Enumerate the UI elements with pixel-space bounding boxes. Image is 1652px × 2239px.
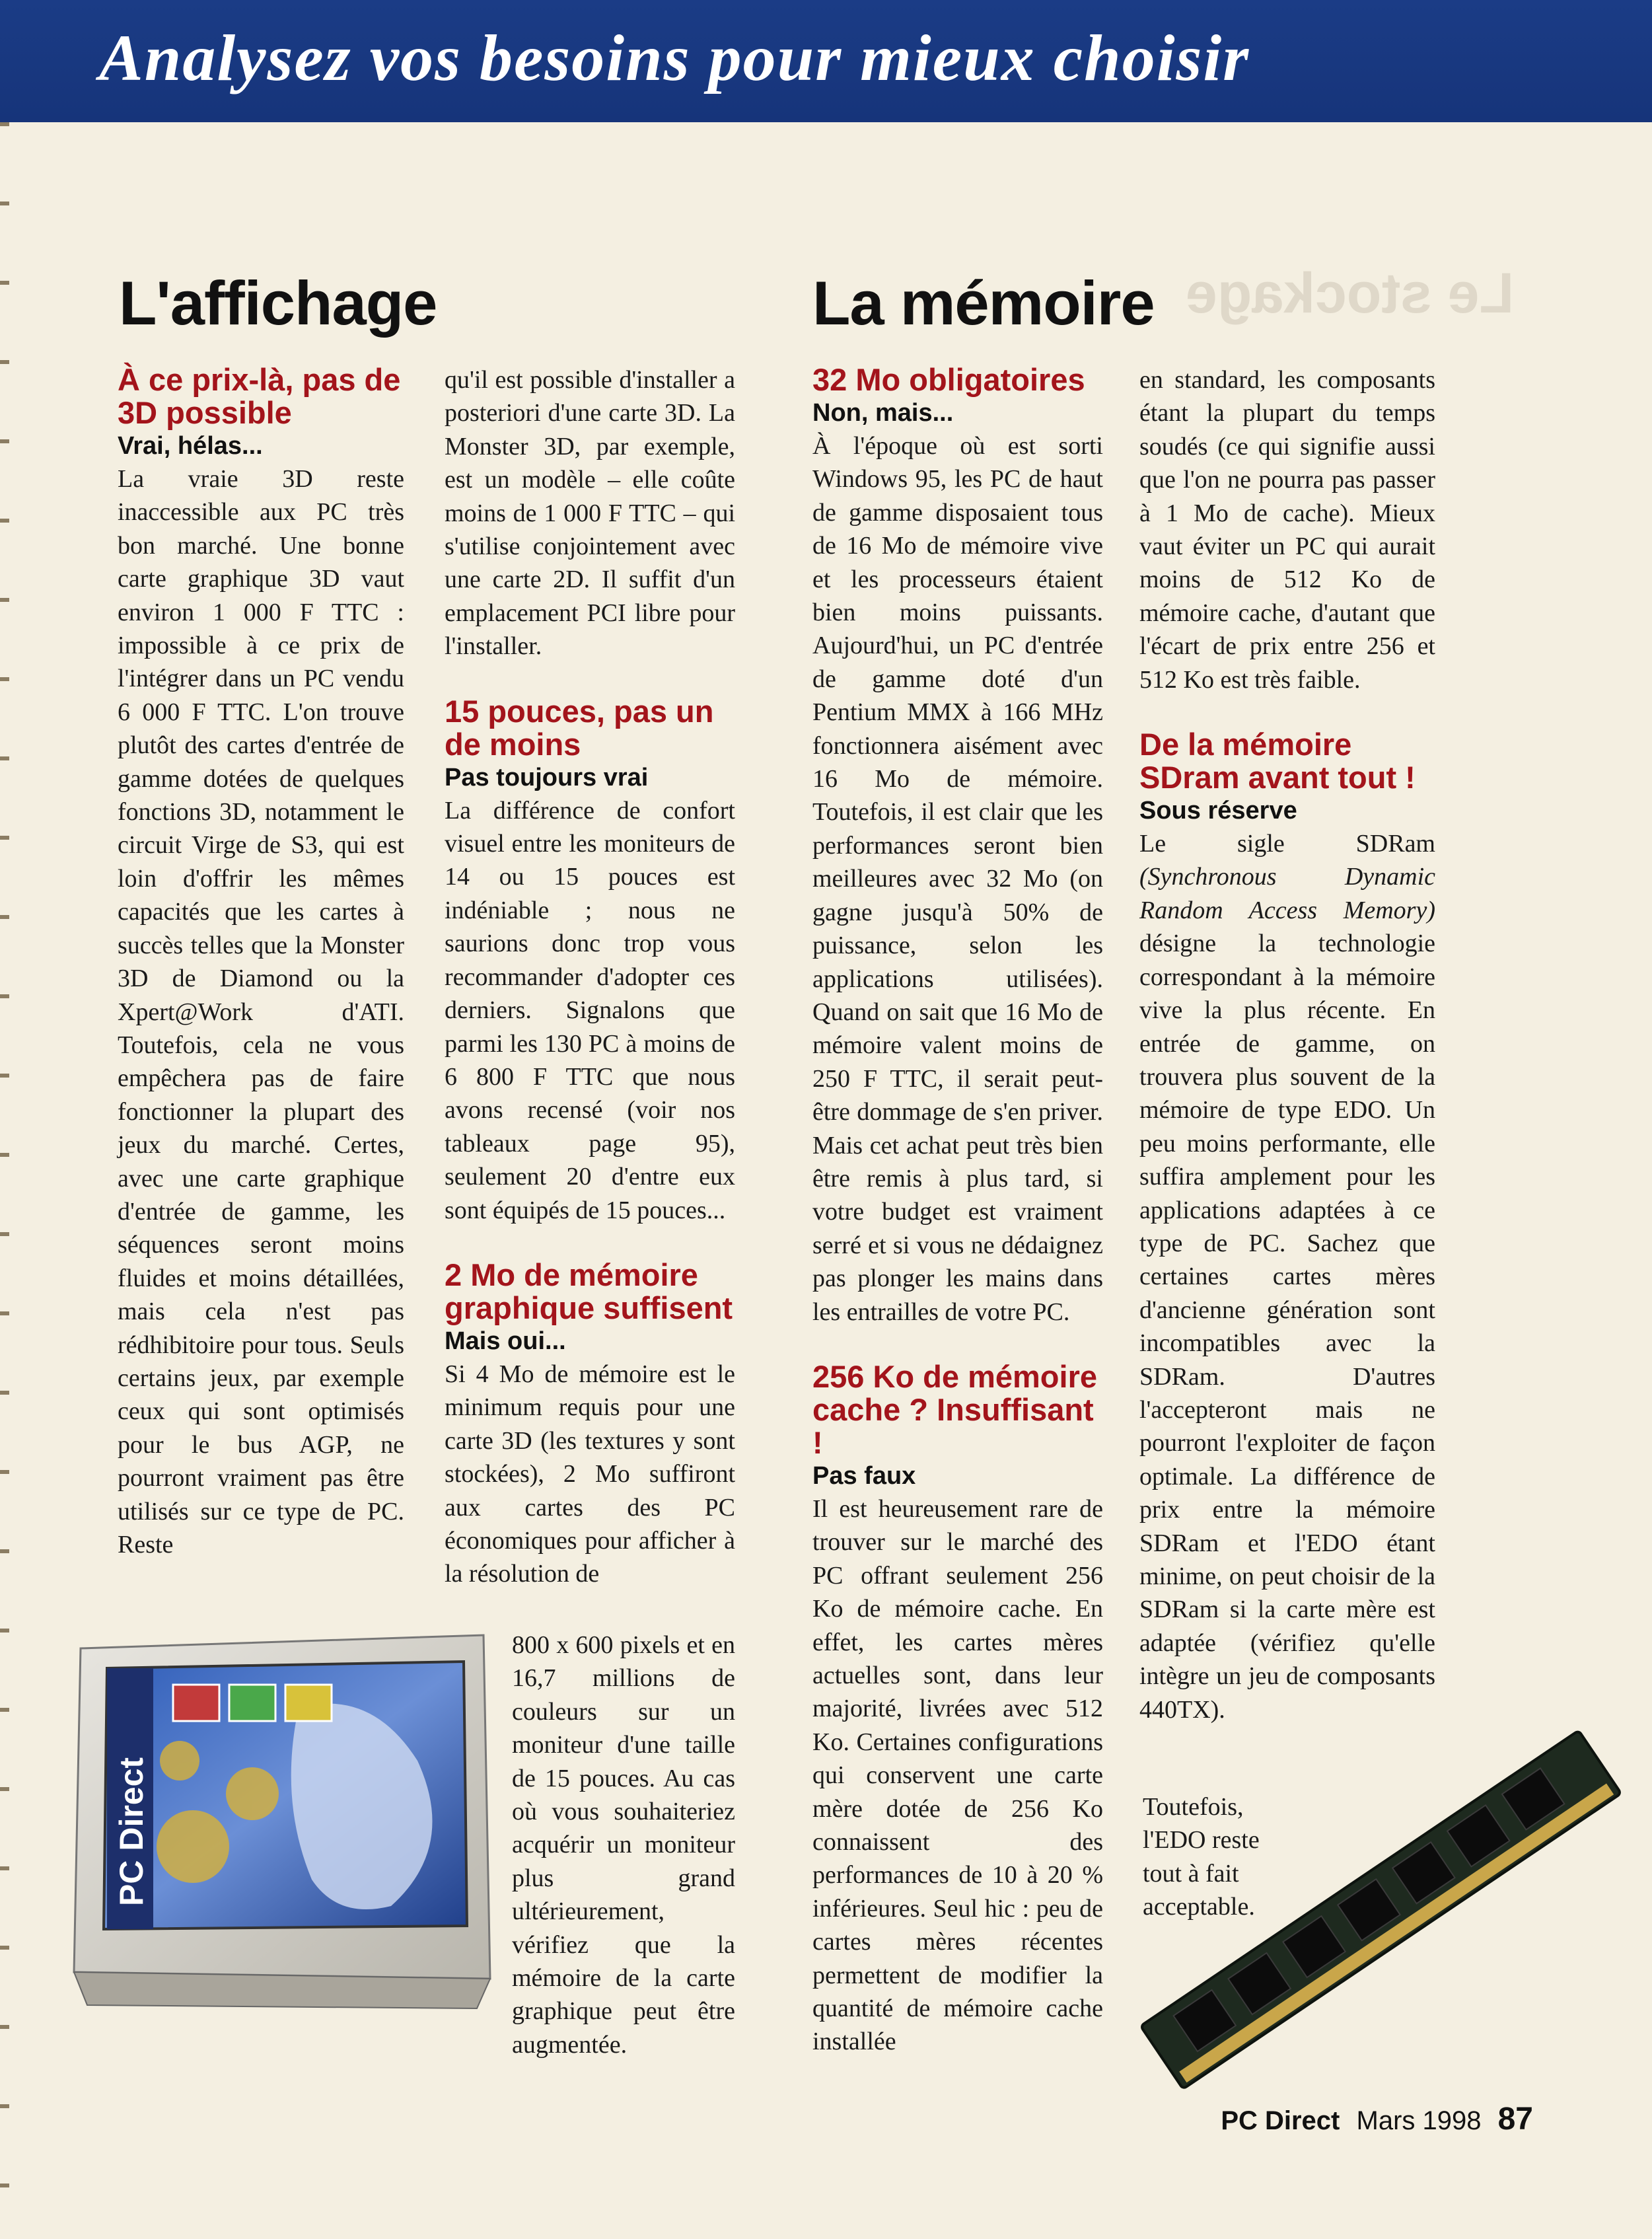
heading-2mo: 2 Mo de mémoire graphique suffisent: [445, 1257, 733, 1325]
subheading-pas-faux: Pas faux: [812, 1461, 916, 1490]
monitor-illustration: [61, 1629, 497, 2018]
heading-3d: À ce prix-là, pas de 3D possible: [118, 362, 401, 430]
monitor-brand-label: PC Direct: [113, 1757, 150, 1906]
paragraph-256ko: Il est heureusement rare de trouver sur le marché des PC offrant seulement 256 Ko de mémoire cache. En effet, les cartes mères actuelles sont, dans leur majorité, livrées avec 512 Ko. Certaines configurations qui conservent une carte mère dotée de 256 Ko connaissent des performances de 10 à 20 % inférieures. Seul hic : peu de cartes mères récentes permettent de modifier la quantité de mémoire cache installée: [812, 1494, 1103, 2056]
sdram-text-a: Le sigle SDRam: [1139, 830, 1435, 858]
section-title-affichage: L'affichage: [119, 268, 437, 338]
heading-32mo: 32 Mo obligatoires: [812, 362, 1085, 397]
paragraph-2mo-b: 800 x 600 pixels et en 16,7 millions de couleurs sur un moniteur d'une taille de 15 pouces. Au cas où vous souhaiteriez acquérir un moniteur plus grand ultérieurement, vérifiez que la mémoire de la carte graphique peut être augmentée.: [512, 1631, 735, 2059]
banner-title: Analysez vos besoins pour mieux choisir: [99, 21, 1250, 94]
subheading-sous-reserve: Sous réserve: [1139, 797, 1297, 825]
paragraph-32mo: À l'époque où est sorti Windows 95, les PC de haut de gamme disposaient tous de 16 Mo de mémoire vive et les processeurs étaient bien moins puissants. Aujourd'hui, un PC d'entrée de gamme doté d'un Pentium MMX à 166 MHz fonctionnera aisément avec 16 Mo de mémoire. Toutefois, il est clair que les performances seront bien meilleures avec 32 Mo (on gagne jusqu'à 50% de puissance, selon les applications utilisées). Quand on sait que 16 Mo de mémoire valent moins de 250 F TTC, il serait peut-être dommage de s'en priver. Mais cet achat peut très bien être remis à plus tard, si votre budget est vraiment serré et si vous ne dédaignez pas plonger les mains dans les entrailles de votre PC.: [812, 432, 1103, 1326]
column-3: [812, 363, 1103, 2059]
page-edge: [0, 122, 9, 2239]
column-2: [445, 363, 735, 1591]
paragraph-edo: Toutefois, l'EDO reste tout à fait acceptable.: [1143, 1793, 1260, 1921]
heading-15-pouces: 15 pouces, pas un de moins: [445, 693, 714, 762]
paragraph-cache: en standard, les composants étant la plupart du temps soudés (ce qui signifie aussi que l'on ne pourra pas passer à 1 Mo de cache). Mieux vaut éviter un PC qui aurait moins de 512 Ko de mémoire cache, d'autant que l'écart de prix entre 256 et 512 Ko est très faible.: [1139, 366, 1435, 694]
subheading-non-mais: Non, mais...: [812, 399, 954, 427]
sdram-text-c: désigne la technologie correspondant à la mémoire vive la plus récente. En entrée de gamme, on trouvera plus souvent de la mémoire de type EDO. Un peu moins performante, elle suffira amplement pour les applications adaptées à ce type de PC. Sachez que certaines cartes mères d'ancienne génération sont incompatibles avec la SDRam. D'autres l'accepteront mais ne pourront l'exploiter de façon optimale. La différence de prix entre la mémoire SDRam et l'EDO étant minime, on peut choisir de la SDRam si la carte mère est adaptée (vérifiez qu'elle intègre un jeu de composants 440TX).: [1139, 930, 1435, 1724]
header-banner: [0, 0, 1652, 122]
paragraph-moniteurs: La différence de confort visuel entre les moniteurs de 14 ou 15 pouces est indéniable ; nous ne saurions donc trop vous recommander d'adopter ces derniers. Signalons que parmi les 130 PC à moins de 6 800 F TTC que nous avons recensé (voir nos tableaux page 95), seulement 20 d'entre eux sont équipés de 15 pouces...: [445, 796, 735, 1224]
paragraph-sdram: [1139, 827, 1435, 1726]
page-number: 87: [1497, 2102, 1533, 2137]
subheading-pas-toujours: Pas toujours vrai: [445, 763, 649, 791]
footer-magazine: PC Direct: [1221, 2106, 1340, 2135]
footer-date: Mars 1998: [1356, 2106, 1482, 2135]
column-1: [118, 363, 404, 1561]
paragraph-3d: La vraie 3D reste inaccessible aux PC très bon marché. Une bonne carte graphique 3D vaut environ 1 000 F TTC : impossible à ce prix de l'intégrer dans un PC vendu 6 000 F TTC. L'on trouve plutôt des cartes d'entrée de gamme dotées de quelques fonctions 3D, notamment le circuit Virge de S3, qui est loin d'offrir les mêmes capacités que les cartes à succès telles que la Monster 3D de Diamond ou la Xpert@Work d'ATI. Toutefois, cela ne vous empêchera pas de faire fonctionner la plupart des jeux du marché. Certes, avec une carte graphique d'entrée de gamme, les séquences seront moins fluides et moins détaillées, mais cela n'est pas rédhibitoire pour tous. Seuls certains jeux, par exemple ceux qui sont optimisés pour le bus AGP, ne pourront vraiment pas être utilisés sur ce type de PC. Reste: [118, 465, 404, 1559]
page-footer: [1221, 2101, 1533, 2137]
heading-256ko: 256 Ko de mémoire cache ? Insuffisant !: [812, 1358, 1098, 1460]
paragraph-monster: qu'il est possible d'installer a posteriori d'une carte 3D. La Monster 3D, par exemple, est un modèle – elle coûte moins de 1 000 F TTC – qui s'utilise conjointement avec une carte 2D. Il suffit d'un emplacement PCI libre pour l'installer.: [445, 366, 735, 661]
subheading-vrai-helas: Vrai, hélas...: [118, 432, 263, 460]
ram-module-illustration: [1102, 1711, 1643, 2108]
column-4: [1139, 363, 1435, 1726]
heading-sdram: De la mémoire SDram avant tout !: [1139, 727, 1416, 795]
sdram-text-italic: (Synchronous Dynamic Random Access Memory): [1139, 863, 1435, 924]
paragraph-2mo-a: Si 4 Mo de mémoire est le minimum requis pour une carte 3D (les textures y sont stockées), 2 Mo suffiront aux cartes des PC économiques pour afficher à la résolution de: [445, 1360, 735, 1588]
section-title-memoire: La mémoire: [812, 268, 1155, 338]
column-2-wrap: [512, 1629, 735, 2061]
show-through-text: Le stockage: [1186, 262, 1515, 325]
subheading-mais-oui: Mais oui...: [445, 1327, 566, 1355]
